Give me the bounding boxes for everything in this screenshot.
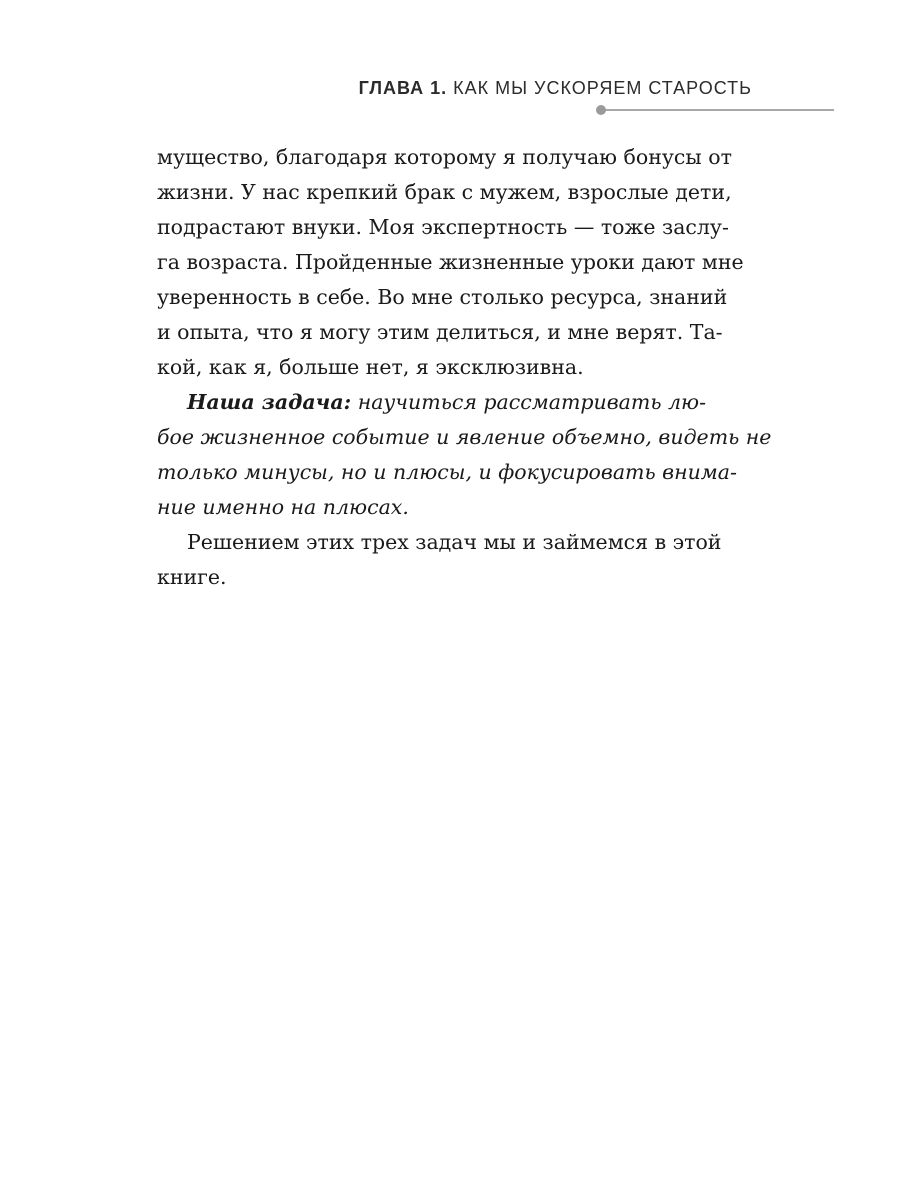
text-line: книге. [157, 565, 227, 589]
text-line: ние именно на плюсах. [157, 495, 409, 519]
text-fragment: научиться рассматривать лю- [351, 390, 707, 414]
text-line: и опыта, что я могу этим делиться, и мне верят. Та- [157, 320, 723, 344]
running-head [359, 78, 752, 99]
chapter-label: ГЛАВА 1. [358, 78, 448, 98]
text-line: бое жизненное событие и явление объемно, видеть не [157, 425, 772, 449]
chapter-title: КАК МЫ УСКОРЯЕМ СТАРОСТЬ [453, 78, 752, 98]
text-line: Решением этих трех задач мы и займемся в этой [187, 530, 722, 554]
text-line: мущество, благодаря которому я получаю бонусы от [157, 145, 732, 169]
paragraph-1 [157, 140, 744, 385]
text-line: только минусы, но и плюсы, и фокусировать внима- [157, 460, 737, 484]
task-lead: Наша задача: [187, 390, 352, 414]
text-line-lead [157, 385, 707, 420]
text-line: уверенность в себе. Во мне столько ресурса, знаний [157, 285, 728, 309]
text-line: га возраста. Пройденные жизненные уроки дают мне [157, 250, 744, 274]
body-text [157, 140, 772, 595]
text-line: подрастают внуки. Моя экспертность — тоже заслу- [157, 215, 729, 239]
paragraph-3 [157, 525, 722, 595]
header-rule [601, 109, 834, 111]
text-line: кой, как я, больше нет, я эксклюзивна. [157, 355, 584, 379]
text-line: жизни. У нас крепкий брак с мужем, взрослые дети, [157, 180, 732, 204]
header-rule-dot [596, 105, 606, 115]
paragraph-2 [157, 385, 772, 525]
